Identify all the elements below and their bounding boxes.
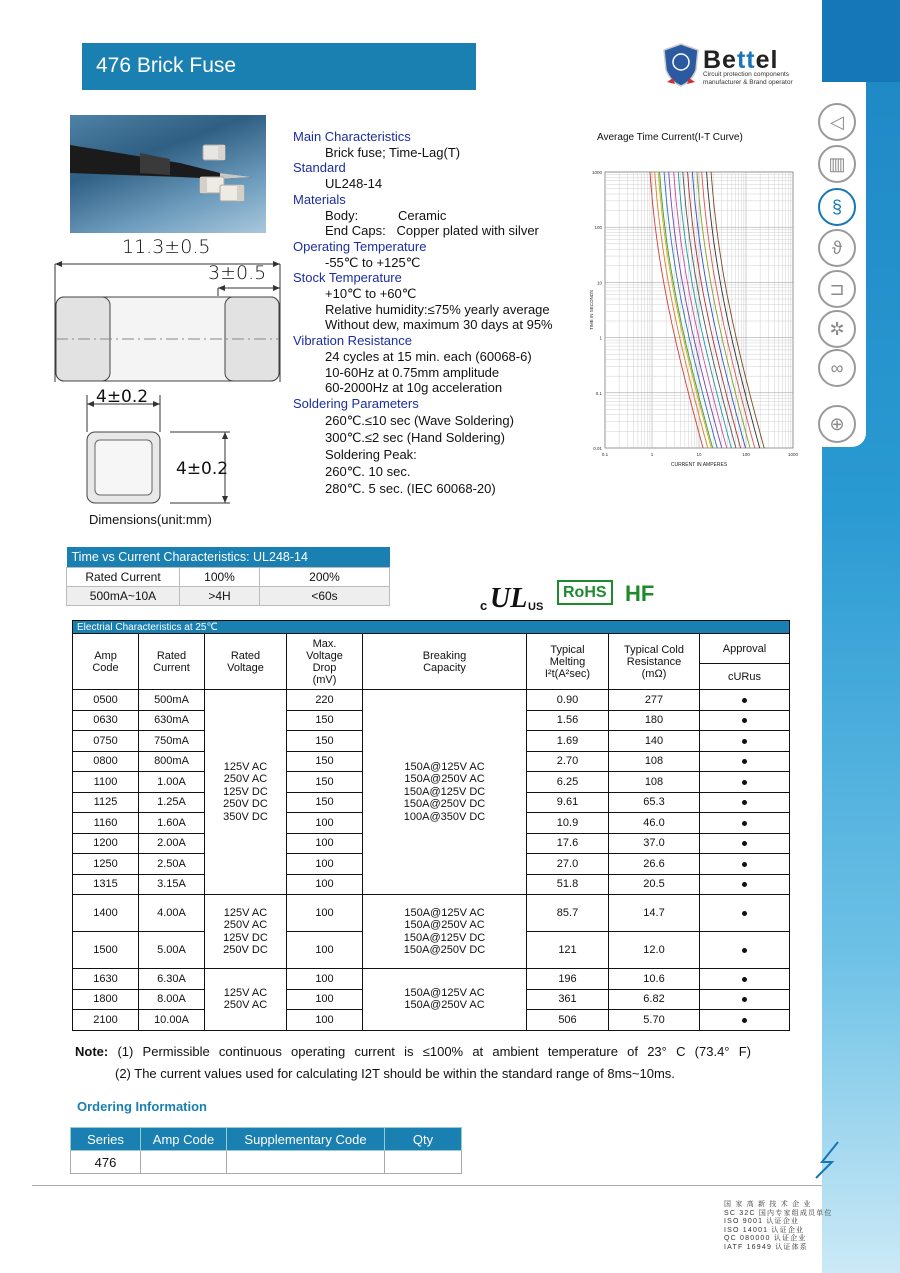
- x-tick-label: 100: [742, 452, 750, 457]
- approval-cell: [700, 710, 790, 731]
- melting-cell: 1.56: [527, 710, 609, 731]
- it-curve-chart: [585, 160, 800, 470]
- order-header-series: Series: [71, 1128, 141, 1151]
- melting-cell: 51.8: [527, 874, 609, 895]
- header-rated-current: Rated Current: [139, 634, 205, 690]
- approval-dot-icon: [742, 841, 747, 846]
- ordering-table: [70, 1127, 462, 1174]
- time-current-table: [66, 547, 390, 606]
- cert-line: IATF 16949 认证体系: [724, 1243, 809, 1251]
- triangle-icon: ◁: [818, 103, 856, 141]
- pen-and-fuses-illustration: [70, 115, 266, 233]
- breaking-capacity-cell: 150A@125V AC 150A@250V AC 150A@125V DC 150A@250V DC: [363, 895, 527, 969]
- lightning-icon: [808, 1140, 848, 1180]
- rated-current-cell: 5.00A: [139, 932, 205, 969]
- approval-dot-icon: [742, 718, 747, 723]
- rated-current-cell: 1.25A: [139, 792, 205, 813]
- cold-resistance-cell: 26.6: [609, 854, 700, 875]
- rohs-badge: RoHS: [557, 580, 613, 605]
- cold-resistance-cell: 140: [609, 731, 700, 752]
- tvc-header-rated: Rated Current: [67, 567, 180, 586]
- x-tick-label: 1: [650, 452, 654, 457]
- approval-cell: [700, 772, 790, 793]
- cold-resistance-cell: 180: [609, 710, 700, 731]
- fuse-icon: §: [818, 188, 856, 226]
- logo-wordmark: Bettel: [703, 46, 779, 74]
- amp-code-cell: 0630: [73, 710, 139, 731]
- spec-value: Relative humidity:≤75% yearly average: [325, 301, 550, 317]
- spec-value: 280℃. 5 sec. (IEC 60068-20): [325, 480, 496, 496]
- y-tick-label: 10: [596, 280, 602, 286]
- spec-value: UL248-14: [325, 176, 383, 192]
- rated-current-cell: 800mA: [139, 751, 205, 772]
- rated-current-cell: 2.50A: [139, 854, 205, 875]
- ordering-title: Ordering Information: [77, 1099, 207, 1114]
- amp-code-cell: 1400: [73, 895, 139, 932]
- voltage-drop-cell: 100: [287, 969, 363, 990]
- order-supplementary: [227, 1151, 385, 1174]
- amp-code-cell: 1200: [73, 833, 139, 854]
- dimensions-caption: Dimensions(unit:mm): [89, 512, 212, 527]
- voltage-drop-cell: 100: [287, 874, 363, 895]
- y-tick-label: 0.01: [593, 446, 602, 451]
- melting-cell: 361: [527, 989, 609, 1010]
- melting-cell: 10.9: [527, 813, 609, 834]
- spec-value: 60-2000Hz at 10g acceleration: [325, 380, 503, 396]
- header-cold-resistance: Typical Cold Resistance (mΩ): [609, 634, 700, 690]
- plug-icon: ⊐: [818, 270, 856, 308]
- melting-cell: 506: [527, 1010, 609, 1031]
- product-photo: [70, 115, 266, 233]
- voltage-drop-cell: 150: [287, 772, 363, 793]
- certification-list: [724, 1201, 833, 1253]
- voltage-drop-cell: 150: [287, 751, 363, 772]
- amp-code-cell: 2100: [73, 1010, 139, 1031]
- order-amp-code: [141, 1151, 227, 1174]
- melting-cell: 1.69: [527, 731, 609, 752]
- y-tick-label: 0.1: [595, 390, 602, 396]
- cert-line: QC 080000 认证企业: [724, 1235, 807, 1243]
- amp-code-cell: 0500: [73, 690, 139, 711]
- cold-resistance-cell: 37.0: [609, 833, 700, 854]
- order-header-supplementary: Supplementary Code: [227, 1128, 385, 1151]
- approval-dot-icon: [742, 882, 747, 887]
- cold-resistance-cell: 14.7: [609, 895, 700, 932]
- approval-dot-icon: [742, 739, 747, 744]
- header-melting: Typical Melting I²t(A²sec): [527, 634, 609, 690]
- breaking-capacity-cell: 150A@125V AC 150A@250V AC 150A@125V DC 150A@250V DC 100A@350V DC: [363, 690, 527, 895]
- amp-code-cell: 1250: [73, 854, 139, 875]
- cold-resistance-cell: 10.6: [609, 969, 700, 990]
- electrical-caption: Electrial Characteristics at 25℃: [73, 621, 790, 634]
- coil-icon: ∞: [818, 349, 856, 387]
- approval-cell: [700, 895, 790, 932]
- approval-cell: [700, 854, 790, 875]
- spec-value: 260℃.≤10 sec (Wave Soldering): [325, 412, 514, 428]
- approval-cell: [700, 833, 790, 854]
- approval-cell: [700, 969, 790, 990]
- x-tick-label: 10: [696, 452, 702, 457]
- approval-cell: [700, 932, 790, 969]
- bulb-icon: ✲: [818, 310, 856, 348]
- rated-current-cell: 1.00A: [139, 772, 205, 793]
- approval-dot-icon: [742, 911, 747, 916]
- voltage-drop-cell: 220: [287, 690, 363, 711]
- dim-height: 4±0.2: [176, 459, 229, 479]
- note-2: (2) The current values used for calculating I2T should be within the standard range of 8ms~10ms.: [115, 1066, 675, 1081]
- voltage-drop-cell: 100: [287, 813, 363, 834]
- melting-cell: 27.0: [527, 854, 609, 875]
- header-rated-voltage: Rated Voltage: [205, 634, 287, 690]
- approval-cell: [700, 813, 790, 834]
- logo-shield-icon: [661, 42, 701, 88]
- approval-dot-icon: [742, 780, 747, 785]
- tvc-200-value: <60s: [260, 586, 390, 605]
- spec-heading: Operating Temperature: [293, 238, 427, 254]
- order-header-qty: Qty: [385, 1128, 462, 1151]
- amp-code-cell: 1500: [73, 932, 139, 969]
- cold-resistance-cell: 5.70: [609, 1010, 700, 1031]
- cert-line: 国 家 高 新 技 术 企 业: [724, 1201, 812, 1208]
- header-curus: cURus: [700, 664, 790, 690]
- cold-resistance-cell: 277: [609, 690, 700, 711]
- voltage-drop-cell: 150: [287, 792, 363, 813]
- y-tick-label: 1: [599, 335, 602, 341]
- voltage-drop-cell: 100: [287, 895, 363, 932]
- header-amp-code: Amp Code: [73, 634, 139, 690]
- approval-cell: [700, 731, 790, 752]
- y-tick-label: 1000: [591, 170, 602, 175]
- tagline-line-1: Circuit protection components: [703, 71, 789, 78]
- amp-code-cell: 1315: [73, 874, 139, 895]
- order-series: 476: [71, 1151, 141, 1174]
- book-icon: ▥: [818, 145, 856, 183]
- x-tick-label: 0.1: [601, 452, 609, 457]
- spec-value: +10℃ to +60℃: [325, 286, 417, 302]
- amp-code-cell: 1160: [73, 813, 139, 834]
- side-strip-top: [822, 0, 900, 82]
- rated-current-cell: 630mA: [139, 710, 205, 731]
- approval-dot-icon: [742, 948, 747, 953]
- spec-value: 24 cycles at 15 min. each (60068-6): [325, 348, 532, 364]
- melting-cell: 85.7: [527, 895, 609, 932]
- spec-value: Brick fuse; Time-Lag(T): [325, 144, 461, 160]
- cold-resistance-cell: 65.3: [609, 792, 700, 813]
- rated-current-cell: 750mA: [139, 731, 205, 752]
- spec-heading: Vibration Resistance: [293, 333, 412, 349]
- amp-code-cell: 1100: [73, 772, 139, 793]
- cold-resistance-cell: 108: [609, 772, 700, 793]
- rated-current-cell: 1.60A: [139, 813, 205, 834]
- chart-title: Average Time Current(I-T Curve): [597, 132, 743, 143]
- svg-text:UL: UL: [490, 583, 528, 614]
- amp-code-cell: 1800: [73, 989, 139, 1010]
- spec-value: End Caps: Copper plated with silver: [325, 223, 539, 239]
- approval-dot-icon: [742, 862, 747, 867]
- spec-value: 300℃.≤2 sec (Hand Soldering): [325, 429, 505, 445]
- thermo-icon: ϑ: [818, 229, 856, 267]
- voltage-drop-cell: 100: [287, 833, 363, 854]
- voltage-drop-cell: 100: [287, 932, 363, 969]
- voltage-drop-cell: 100: [287, 1010, 363, 1031]
- spec-value: Soldering Peak:: [325, 446, 417, 462]
- note-label: Note:: [75, 1044, 109, 1059]
- rated-current-cell: 6.30A: [139, 969, 205, 990]
- spec-value: 10-60Hz at 0.75mm amplitude: [325, 364, 500, 380]
- spec-value: Body: Ceramic: [325, 207, 447, 223]
- voltage-drop-cell: 150: [287, 710, 363, 731]
- electrical-table: [72, 620, 790, 1031]
- hf-badge: HF: [625, 581, 655, 606]
- cold-resistance-cell: 108: [609, 751, 700, 772]
- tvc-100-value: >4H: [180, 586, 260, 605]
- spec-heading: Materials: [293, 191, 346, 207]
- rated-current-cell: 4.00A: [139, 895, 205, 932]
- header-breaking-capacity: Breaking Capacity: [363, 634, 527, 690]
- ul-mark: [480, 582, 544, 614]
- note-1: [75, 1044, 751, 1059]
- page-title: 476 Brick Fuse: [82, 43, 476, 90]
- rated-current-cell: 500mA: [139, 690, 205, 711]
- rated-current-cell: 2.00A: [139, 833, 205, 854]
- approval-cell: [700, 690, 790, 711]
- cert-line: ISO 14001 认证企业: [724, 1226, 805, 1234]
- cert-line: SC 32C 国内专家组成员单位: [724, 1209, 833, 1217]
- cold-resistance-cell: 46.0: [609, 813, 700, 834]
- breaking-capacity-cell: 150A@125V AC 150A@250V AC: [363, 969, 527, 1031]
- cold-resistance-cell: 20.5: [609, 874, 700, 895]
- rated-voltage-cell: 125V AC 250V AC 125V DC 250V DC 350V DC: [205, 690, 287, 895]
- spec-value: -55℃ to +125℃: [325, 254, 421, 270]
- melting-cell: 17.6: [527, 833, 609, 854]
- spec-value: 260℃. 10 sec.: [325, 463, 411, 479]
- tagline-line-2: manufacturer & Brand operator: [703, 78, 793, 86]
- tvc-header-200: 200%: [260, 567, 390, 586]
- approval-dot-icon: [742, 698, 747, 703]
- approval-dot-icon: [742, 997, 747, 1002]
- spec-list: [293, 129, 593, 497]
- amp-code-cell: 1630: [73, 969, 139, 990]
- approval-dot-icon: [742, 759, 747, 764]
- approval-dot-icon: [742, 800, 747, 805]
- approval-cell: [700, 1010, 790, 1031]
- approval-cell: [700, 792, 790, 813]
- header-voltage-drop: Max. Voltage Drop (mV): [287, 634, 363, 690]
- cold-resistance-cell: 12.0: [609, 932, 700, 969]
- dim-length: 11.3±0.5: [122, 236, 211, 258]
- dim-width: 4±0.2: [96, 387, 149, 407]
- amp-code-cell: 1125: [73, 792, 139, 813]
- melting-cell: 0.90: [527, 690, 609, 711]
- voltage-drop-cell: 150: [287, 731, 363, 752]
- approval-cell: [700, 989, 790, 1010]
- melting-cell: 196: [527, 969, 609, 990]
- tvc-title: Time vs Current Characteristics: UL248-14: [67, 547, 390, 567]
- approval-dot-icon: [742, 1018, 747, 1023]
- rated-current-cell: 10.00A: [139, 1010, 205, 1031]
- cold-resistance-cell: 6.82: [609, 989, 700, 1010]
- melting-cell: 2.70: [527, 751, 609, 772]
- spec-heading: Stock Temperature: [293, 270, 402, 286]
- approval-dot-icon: [742, 977, 747, 982]
- amp-code-cell: 0800: [73, 751, 139, 772]
- approval-cell: [700, 751, 790, 772]
- header-approval: Approval: [700, 634, 790, 664]
- order-header-amp-code: Amp Code: [141, 1128, 227, 1151]
- spec-heading: Soldering Parameters: [293, 395, 419, 411]
- svg-text:c: c: [480, 598, 488, 613]
- y-tick-label: 100: [594, 225, 602, 231]
- globe-icon: ⊕: [818, 405, 856, 443]
- tvc-header-100: 100%: [180, 567, 260, 586]
- voltage-drop-cell: 100: [287, 989, 363, 1010]
- rated-voltage-cell: 125V AC 250V AC: [205, 969, 287, 1031]
- order-qty: [385, 1151, 462, 1174]
- logo-tagline: [703, 71, 813, 86]
- melting-cell: 6.25: [527, 772, 609, 793]
- cert-line: ISO 9001 认证企业: [724, 1218, 800, 1226]
- spec-value: Without dew, maximum 30 days at 95%: [325, 317, 553, 333]
- approval-cell: [700, 874, 790, 895]
- dim-cap: 3±0.5: [208, 262, 267, 284]
- rated-current-cell: 8.00A: [139, 989, 205, 1010]
- spec-heading: Main Characteristics: [293, 129, 411, 144]
- note-1-text: (1) Permissible continuous operating current is ≤100% at ambient temperature of 23° C (73.4° F): [117, 1044, 751, 1059]
- melting-cell: 9.61: [527, 792, 609, 813]
- amp-code-cell: 0750: [73, 731, 139, 752]
- x-axis-label: CURRENT IN AMPERES: [670, 462, 728, 468]
- x-tick-label: 1000: [787, 452, 799, 457]
- svg-text:US: US: [528, 601, 544, 613]
- melting-cell: 121: [527, 932, 609, 969]
- spec-heading: Standard: [293, 160, 346, 176]
- approval-dot-icon: [742, 821, 747, 826]
- y-axis-label: TIME IN SECONDS: [589, 289, 594, 331]
- tvc-rated-range: 500mA~10A: [67, 586, 180, 605]
- rated-current-cell: 3.15A: [139, 874, 205, 895]
- voltage-drop-cell: 100: [287, 854, 363, 875]
- footer-divider: [32, 1185, 822, 1186]
- rated-voltage-cell: 125V AC 250V AC 125V DC 250V DC: [205, 895, 287, 969]
